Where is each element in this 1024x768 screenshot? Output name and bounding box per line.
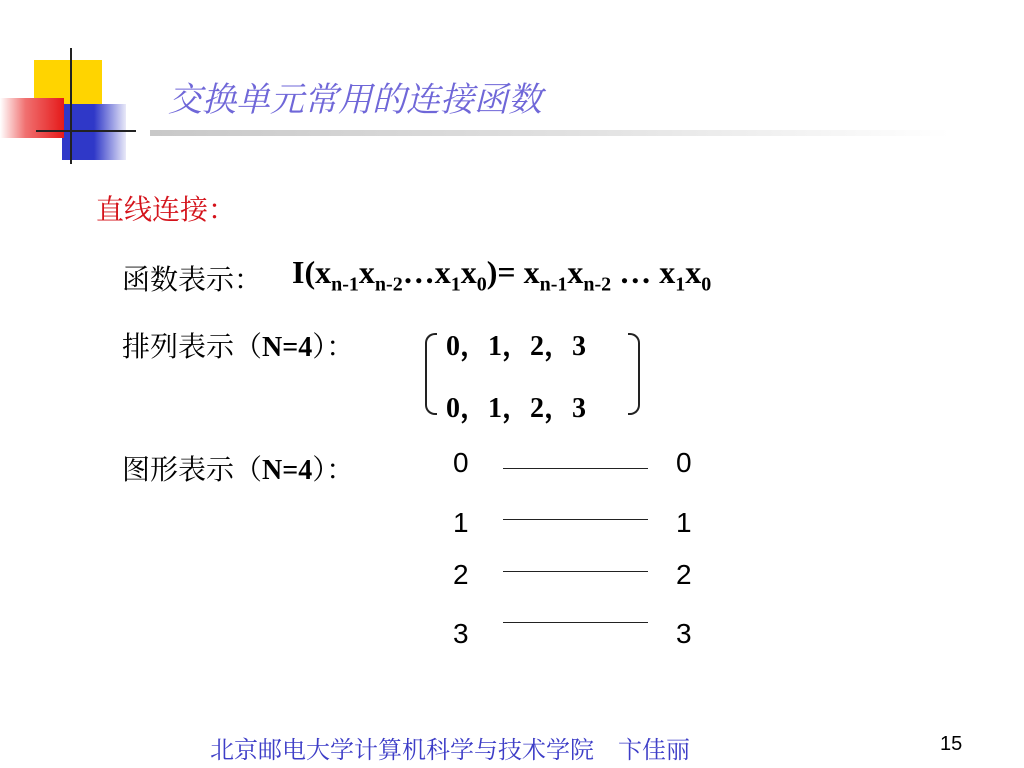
matrix-right-bracket: [628, 333, 640, 415]
right-node-1: 1: [676, 507, 692, 538]
right-node-0: 0: [676, 447, 692, 478]
permutation-label-end: ）：: [312, 330, 355, 363]
slide-title: 交换单元常用的连接函数: [168, 80, 542, 120]
graph-label: [122, 448, 354, 488]
deco-red-block: [0, 98, 64, 138]
footer-text: 北京邮电大学计算机科学与技术学院 卞佳丽: [210, 736, 690, 764]
title-underline: [150, 130, 950, 136]
page-number: 15: [940, 733, 963, 755]
connection-line-2: [503, 571, 648, 572]
left-node-2: 2: [453, 559, 469, 590]
connection-line-1: [503, 519, 648, 520]
connection-line-3: [503, 622, 648, 623]
permutation-label-start: 排列表示（: [122, 330, 263, 363]
left-node-3: 3: [453, 618, 469, 649]
graph-label-end: ）：: [312, 453, 355, 486]
permutation-top-sequence: 0，1，2，3: [446, 331, 587, 362]
right-node-2: 2: [676, 559, 692, 590]
slide-decoration: [0, 40, 140, 170]
permutation-label: [122, 325, 354, 365]
deco-horizontal-line: [36, 130, 136, 132]
permutation-bottom-sequence: 0，1，2，3: [446, 393, 587, 424]
deco-vertical-line: [70, 48, 72, 164]
matrix-left-bracket: [425, 333, 437, 415]
permutation-n-value: N=4: [262, 332, 313, 363]
graph-n-value: N=4: [262, 455, 313, 486]
left-node-1: 1: [453, 507, 469, 538]
graph-label-start: 图形表示（: [122, 453, 263, 486]
left-node-0: 0: [453, 447, 469, 478]
right-node-3: 3: [676, 618, 692, 649]
connection-line-0: [503, 468, 648, 469]
section-heading: 直线连接：: [96, 193, 237, 226]
function-formula: $I(x_{n-1}x_{n-2}\dots x_1x_0)= x_{n-1}x_{n-2}$ … $x_1x_0$: [292, 254, 712, 296]
function-label: 函数表示：: [122, 263, 263, 296]
